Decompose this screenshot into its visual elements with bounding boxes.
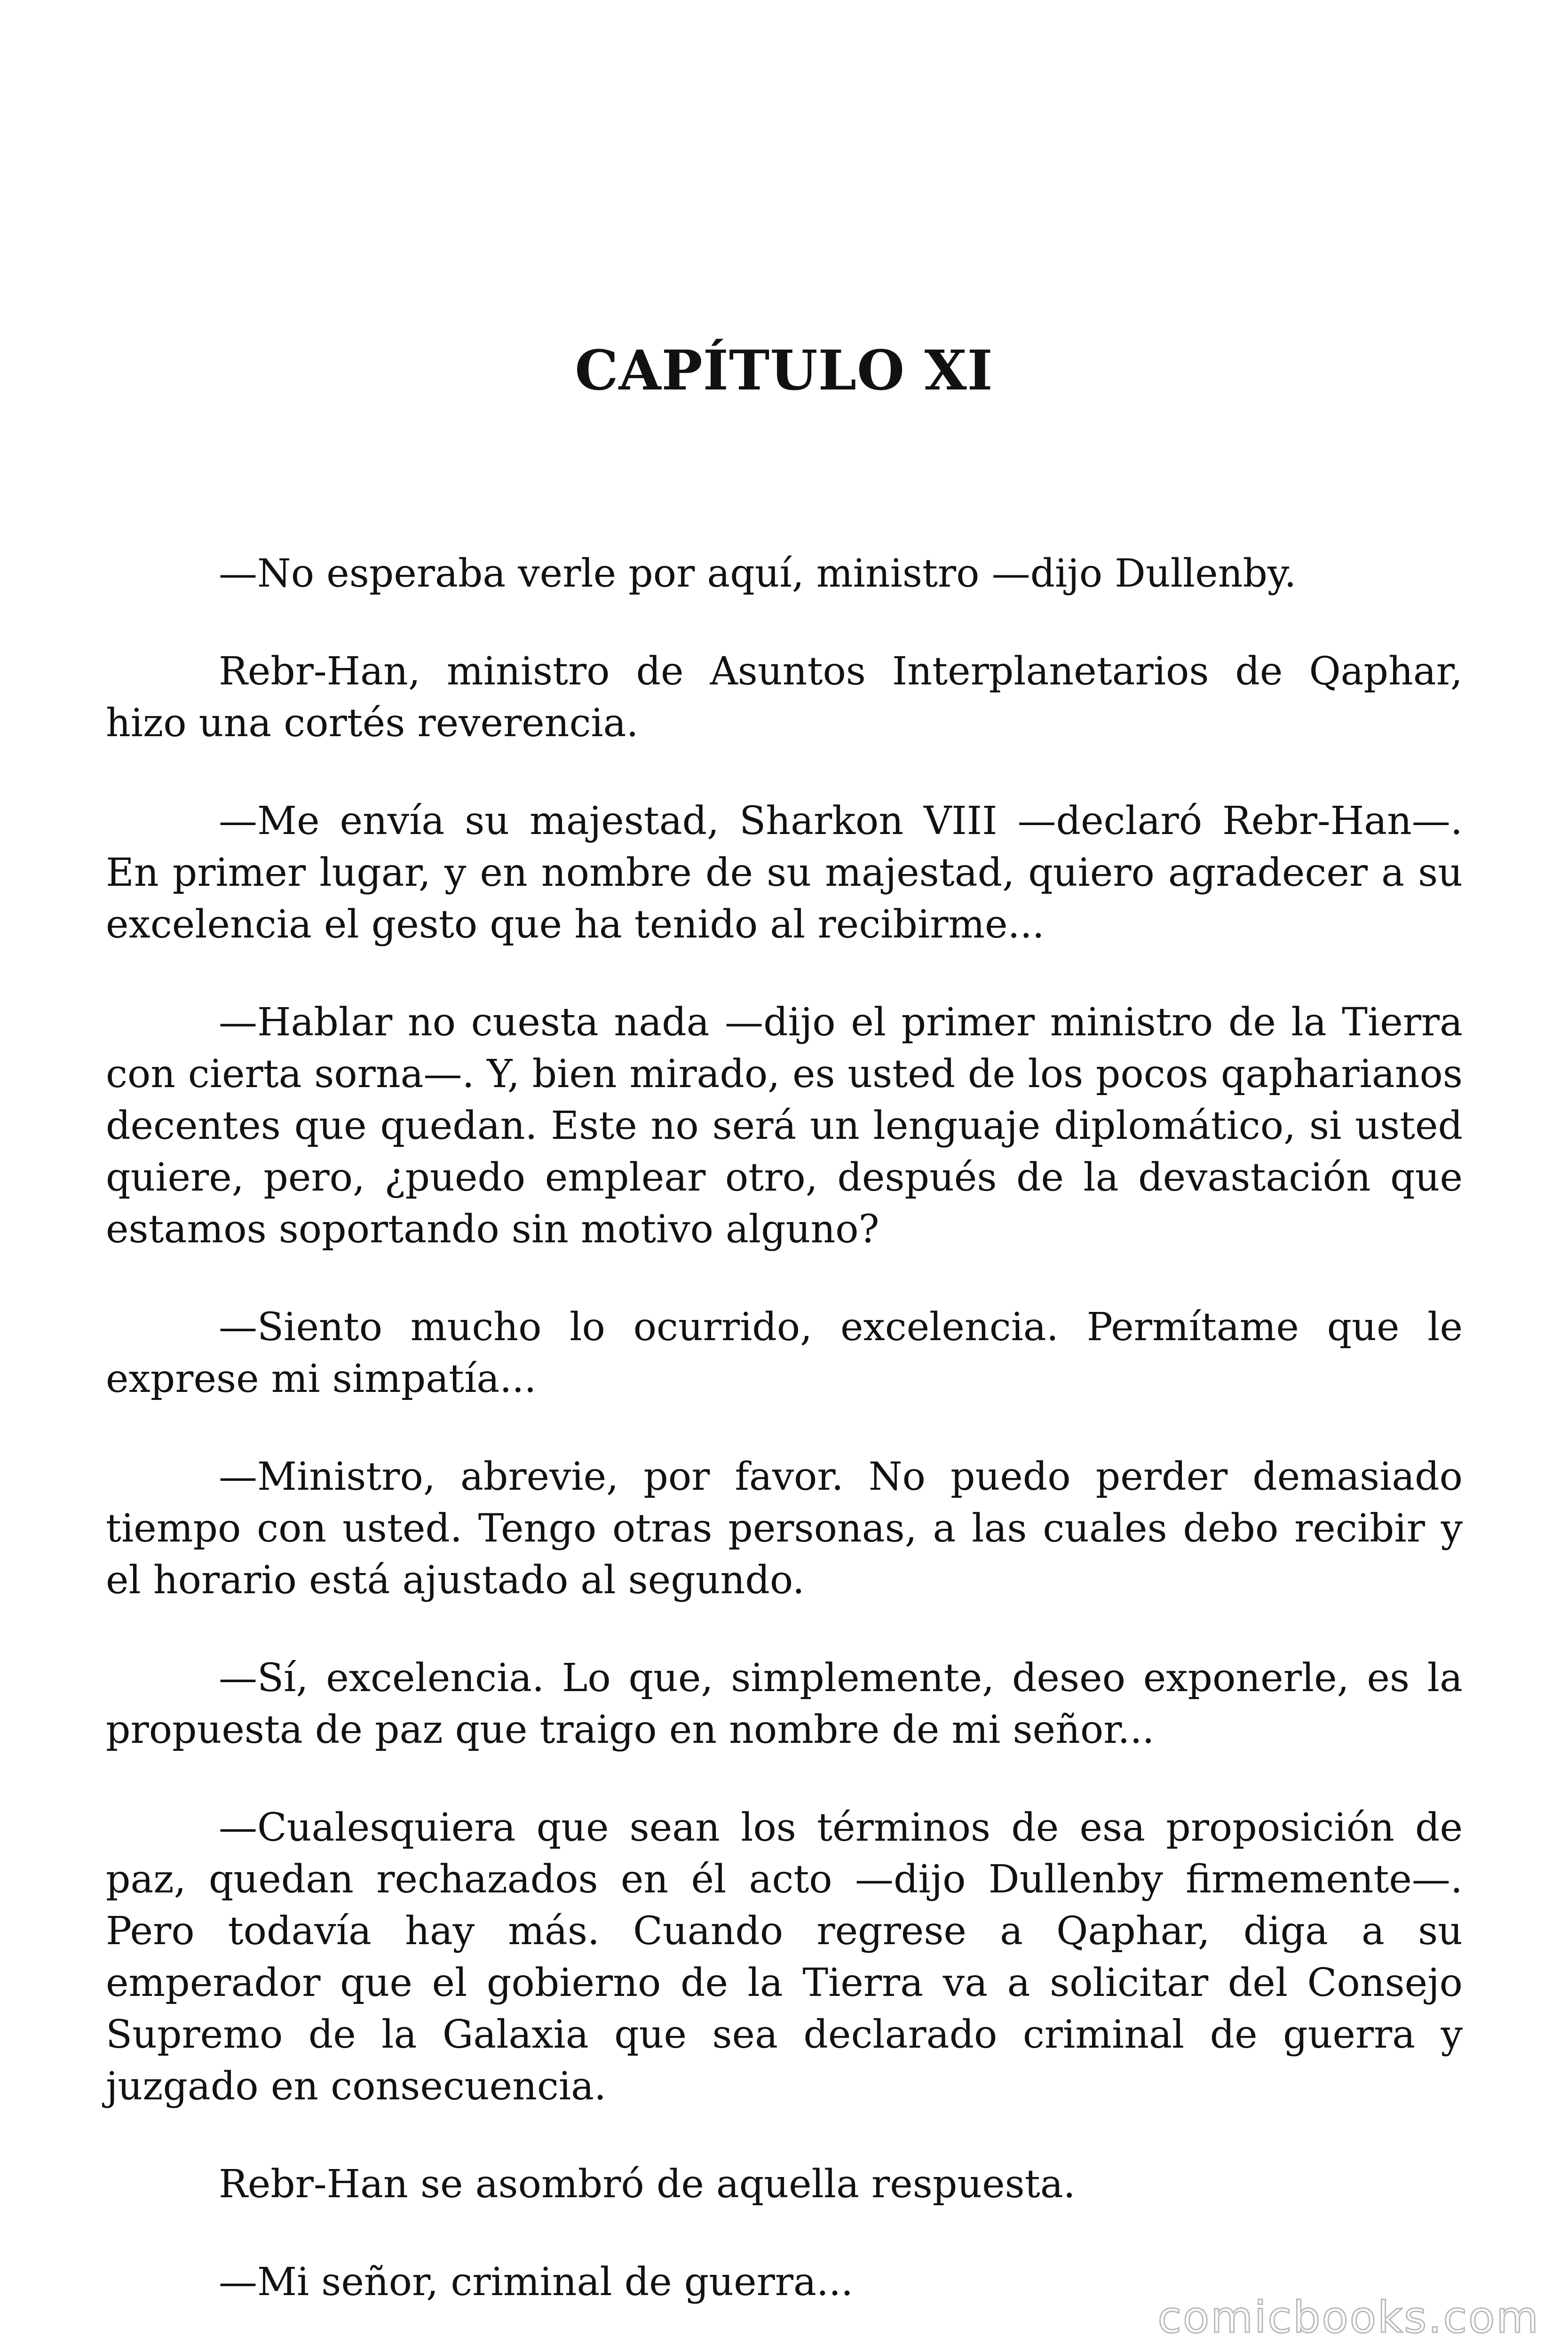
paragraph: —Cualesquiera que sean los términos de esa proposición de paz, quedan rechazados en él acto —dijo Dullenby firmemente—. Pero todavía hay más. Cuando regrese a Qaphar, diga a su emperador que el gobierno de la Tierra va a solicitar del Consejo Supremo de la Galaxia que sea declarado criminal de guerra y juzgado en consecuencia. — [106, 1805, 1463, 2109]
body-text — [106, 548, 1463, 2352]
paragraph: —Ministro, abrevie, por favor. No puedo perder demasiado tiempo con usted. Tengo otras personas, a las cuales debo recibir y el horario está ajustado al segundo. — [106, 1454, 1463, 1603]
paragraph: —Mi señor, criminal de guerra... — [219, 2260, 854, 2304]
paragraph: —Sí, excelencia. Lo que, simplemente, deseo exponerle, es la propuesta de paz que traigo en nombre de mi señor... — [106, 1656, 1463, 1752]
paragraph: Rebr-Han se asombró de aquella respuesta. — [219, 2162, 1076, 2207]
watermark: comicbooks.com — [1157, 2292, 1540, 2343]
paragraph: —No esperaba verle por aquí, ministro —dijo Dullenby. — [219, 551, 1297, 596]
paragraph: —Me envía su majestad, Sharkon VIII —declaró Rebr-Han—. En primer lugar, y en nombre de su majestad, quiero agradecer a su excelencia el gesto que ha tenido al recibirme... — [106, 799, 1463, 947]
chapter-title: CAPÍTULO XI — [575, 339, 993, 403]
paragraph: Rebr-Han, ministro de Asuntos Interplanetarios de Qaphar, hizo una cortés reverencia. — [106, 649, 1463, 746]
paragraph: —Hablar no cuesta nada —dijo el primer ministro de la Tierra con cierta sorna—. Y, bien mirado, es usted de los pocos qapharianos decentes que quedan. Este no será un lenguaje diplomático, si usted quiere, pero, ¿puedo emplear otro, después de la devastación que estamos soportando sin motivo alguno? — [106, 1000, 1463, 1252]
paragraph: —Siento mucho lo ocurrido, excelencia. Permítame que le exprese mi simpatía... — [106, 1305, 1463, 1401]
